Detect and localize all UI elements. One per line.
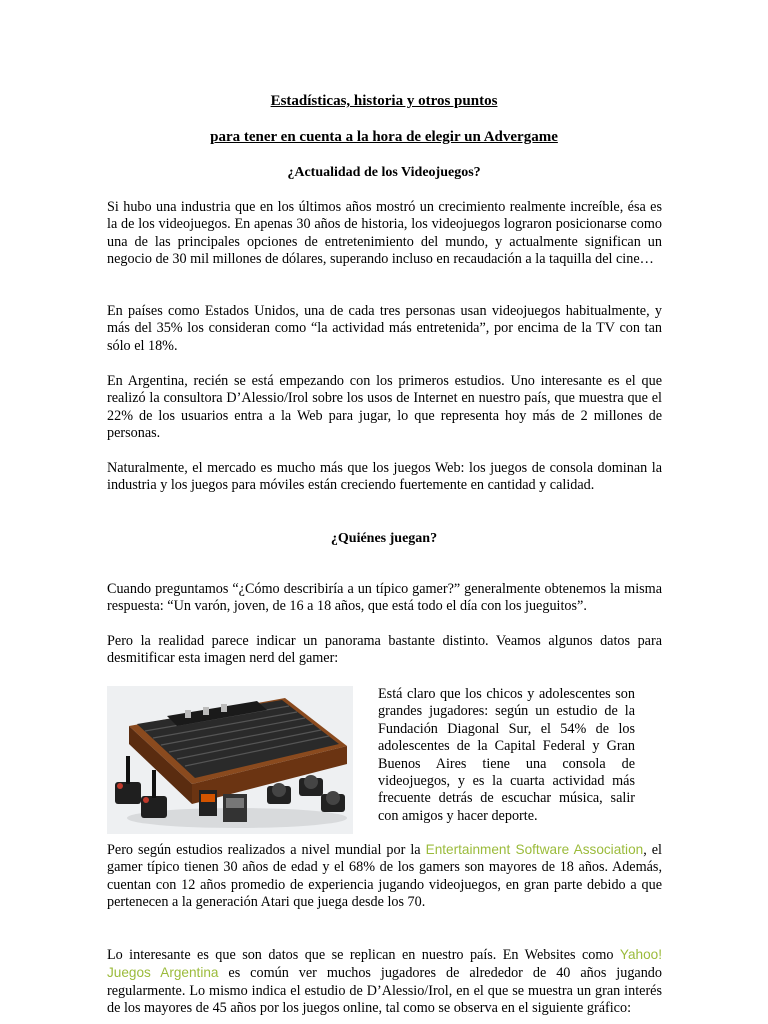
esa-link[interactable]: Entertainment Software Association xyxy=(425,842,644,857)
paragraph-adolescentes: Está claro que los chicos y adolescentes son grandes jugadores: según un estudio de la Fundación Diagonal Sur, el 54% de los adolescentes de la Capital Federal y Gran Buenos Aires tiene una consola de videojuegos, y es la cuarta actividad más frecuente detrás de escuchar música, salir con amigos y hacer deporte. xyxy=(378,686,635,824)
section-heading-quienes: ¿Quiénes juegan? xyxy=(330,531,438,546)
paragraph-esa xyxy=(107,841,662,912)
esa-text-after: , el gamer típico tienen 30 años de edad y el 68% de los gamers son mayores de 18 años. Además, cuentan con 12 años promedio de experiencia jugando videojuegos, en gran parte debido a que pertenecen a la generación Atari que juega desde los 70. xyxy=(107,842,662,911)
yahoo-juegos-link[interactable]: Yahoo! Juegos Argentina xyxy=(107,947,662,981)
paragraph-mercado: Naturalmente, el mercado es mucho más que los juegos Web: los juegos de consola dominan la industria y los juegos para móviles están creciendo fuertemente en cantidad y calidad. xyxy=(107,460,662,494)
paragraph-yahoo xyxy=(107,946,662,1018)
paragraph-argentina: En Argentina, recién se está empezando con los primeros estudios. Uno interesante es el que realizó la consultora D’Alessio/Irol sobre los usos de Internet en nuestro país, que muestra que el 22% de los usuarios entra a la Web para jugar, lo que representa hoy más de 2 millones de personas. xyxy=(107,373,662,442)
section-heading-actualidad: ¿Actualidad de los Videojuegos? xyxy=(287,165,481,180)
paragraph-gamer-tipico: Cuando preguntamos “¿Cómo describiría a un típico gamer?” generalmente obtenemos la misma respuesta: “Un varón, joven, de 16 a 18 años, que está todo el día con los jueguitos”. xyxy=(107,581,662,615)
document-title-line2: para tener en cuenta a la hora de elegir un Advergame xyxy=(210,129,558,145)
document-title-line1: Estadísticas, historia y otros puntos xyxy=(270,93,498,109)
paragraph-industria: Si hubo una industria que en los últimos años mostró un crecimiento realmente increíble, ésa es la de los videojuegos. En apenas 30 años de historia, los videojuegos lograron posicionarse como una de las principales opciones de entretenimiento del mundo, y actualmente significan un negocio de 30 mil millones de dólares, superando incluso en recaudación a la taquilla del cine… xyxy=(107,199,662,268)
paragraph-estados-unidos: En países como Estados Unidos, una de cada tres personas usan videojuegos habitualmente, y más del 35% los consideran como “la actividad más entretenida”, por encima de la TV con tan sólo el 18%. xyxy=(107,303,662,354)
esa-text-before: Pero según estudios realizados a nivel mundial por la xyxy=(107,842,426,858)
atari-console-image xyxy=(107,686,353,834)
yahoo-text-after: es común ver muchos jugadores de alrededor de 40 años jugando regularmente. Lo mismo indica el estudio de D’Alessio/Irol, en el que se muestra un gran interés de los mayores de 45 años por los juegos online, tal como se observa en el siguiente gráfico: xyxy=(107,965,662,1017)
yahoo-text-before: Lo interesante es que son datos que se replican en nuestro país. En Websites como xyxy=(107,947,620,963)
paragraph-realidad: Pero la realidad parece indicar un panorama bastante distinto. Veamos algunos datos para desmitificar esta imagen nerd del gamer: xyxy=(107,633,662,667)
